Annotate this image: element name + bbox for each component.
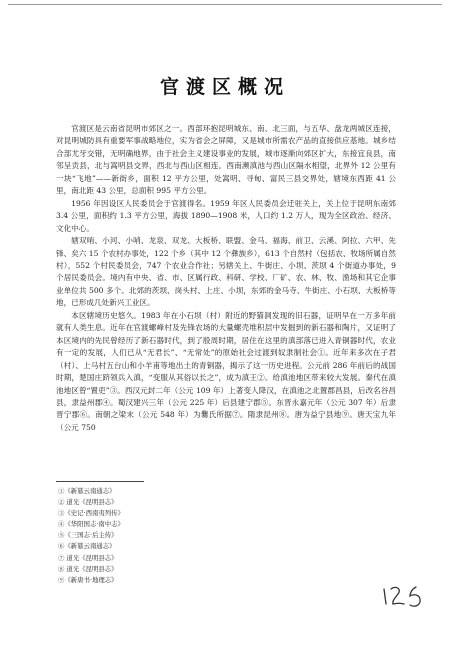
footnote: ② 道光《昆明县志》	[58, 498, 118, 507]
footnote: ⑤《三国志·后主传》	[58, 531, 118, 540]
page-title: 官渡区概况	[159, 76, 290, 98]
footnote: ⑧ 道光《昆明县志》	[58, 564, 118, 573]
paragraph-intro: 官渡区是云南省昆明市郊区之一。西部环抱昆明城东、南、北三面，与五华、盘龙两城区连接，对昆明城防具有重要军事战略地位，实为省会之屏障，又是城市所需农产品的直接供应基地。城乡结合部尤牙交错，无明确地界，由于社会主义建设事业的发展，城市逐渐向郊区扩大，东接宜良县，南邻呈贡县，北与嵩明县交界，西北与西山区相连，西南濒滇池与西山区隔水相望，北界外 12 公里有一块“飞地”——新街乡，面积 12 平方公里，处嵩明、寻甸、富民三县交界处，辖境东西距 41 公里，南北距 43 公里，总面积 995 平方公里。	[56, 124, 396, 196]
paragraph-history: 本区辖境历史悠久。1983 年在小石坝（村）附近的野猫洞发现的旧石器，证明早在一万多年前就有人类生息。近年在官渡螺峰村及先锋农场的大量螺壳堆积层中发掘到的新石器和陶片，又证明了本区境内的先民曾经历了新石器时代，到了殷周时期，居住在这里的滇部落已进入青铜器时代，农业有一定的发展，人们已从“无君长”、“无常处”的原始社会过渡到奴隶制社会①。近年来多次在子君（村）、上马村五台山和小羊甫等地出土的青铜器，揭示了这一历史进程。公元前 286 年前后的战国时期，楚国庄跻领兵入滇，“变服从其俗以长之”，成为滇王②。给滇池地区带来较大发展。秦代在滇池地区曾“置吏”③。西汉元封二年（公元 109 年）上著变人降汉，在滇池之北置郡昌县，后改名谷昌县，隶益州郡④。蜀汉建兴三年（公元 225 年）后县建宁郡⑤。东晋永嘉元年（公元 307 年）后隶晋宁郡⑥。南朝之梁末（公元 548 年）为爨氏所据⑦。隋隶昆州⑧。唐为益宁县地⑨。唐天宝九年（公元 750	[56, 310, 396, 432]
paragraph-administration: 辖双哨、小河、小哨、龙泉、双龙、大板桥、联盟、金马、福海、前卫、云溪、阿拉、六甲、先锋、矣六 15 个农村办事处，122 个乡（其中 12 个彝族乡），613 个自然村（包括农、牧场所属自然村），552 个村民委员会，747 个农业合作社；另辖关上、牛街庄、小坝、茨坝 4 个街道办事处，9 个居民委员会。境内有中央、省、市、区属行政、科研、学校、厂矿、农、林、牧、渔场和其它企事业单位共 500 多个。北郊的茨坝、岗头村、上庄、小坝，东郊的金马寺、牛街庄、小石坝、大板桥等地，已形成几处新兴工业区。	[56, 236, 396, 308]
footnote: ③《史记·西南夷列传》	[58, 509, 124, 518]
footnote: ①《新纂云南通志》	[58, 487, 116, 495]
body-text	[56, 123, 396, 434]
scan-top-edge	[8, 4, 442, 5]
paragraph-naming: 1956 年因设区人民委员会于官渡得名。1959 年区人民委员会迁驻关上，关上位于昆明东南郊 3.4 公里，面积约 1.3 平方公里，海拔 1890—1908 米，人口约 1.2 万人，现为全区政治、经济、文化中心。	[56, 198, 396, 233]
footnote: ⑦ 道光《昆明县志》	[58, 553, 118, 562]
footnote-divider	[56, 481, 144, 482]
handwritten-page-number	[380, 580, 428, 614]
footnotes	[58, 486, 124, 586]
footnote: ④《华阳国志·南中志》	[58, 520, 124, 529]
footnote: ⑨《新唐书·地理志》	[58, 575, 118, 584]
footnote: ⑥《新纂云南通志》	[58, 542, 116, 551]
